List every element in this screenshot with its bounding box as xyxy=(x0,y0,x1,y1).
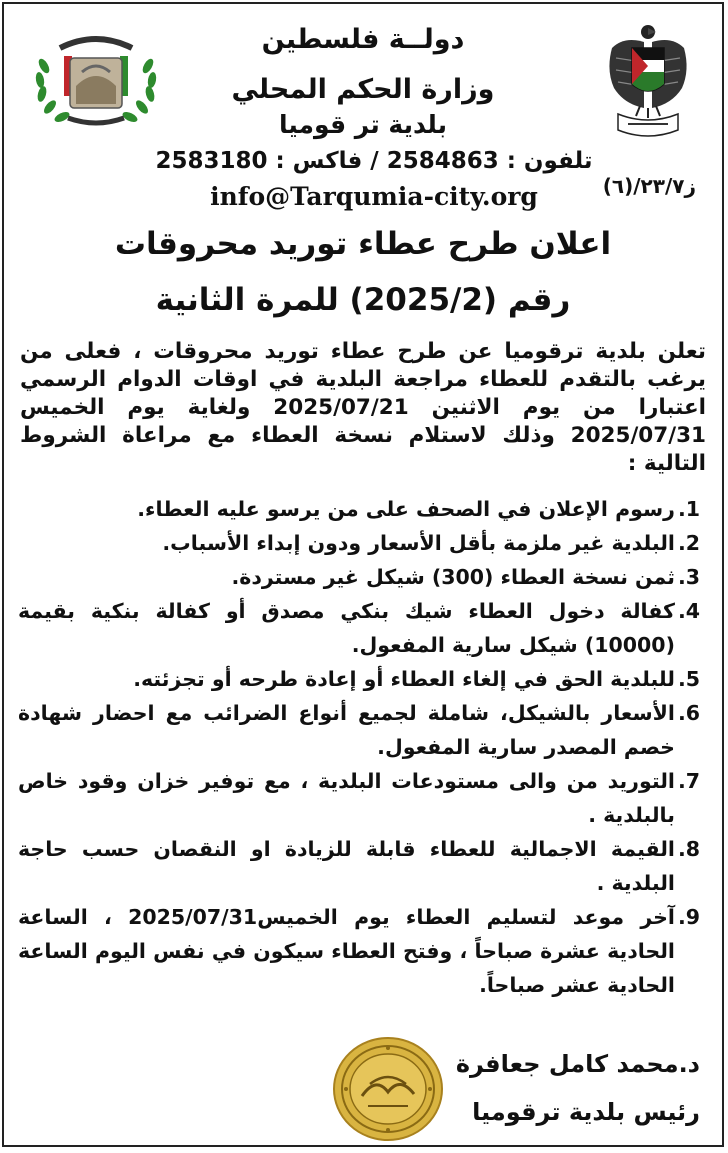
condition-number: 3. xyxy=(677,565,700,589)
condition-number: 9. xyxy=(677,905,700,929)
condition-item xyxy=(18,832,700,900)
municipality-name: بلدية تر قوميا xyxy=(278,110,448,139)
signatory-name: د.محمد كامل جعافرة xyxy=(455,1050,700,1078)
condition-item xyxy=(18,594,700,662)
conditions-list xyxy=(18,492,700,1002)
condition-text: رسوم الإعلان في الصحف على من يرسو عليه العطاء. xyxy=(137,497,675,521)
condition-text: للبلدية الحق في إلغاء العطاء أو إعادة طرحه أو تجزئته. xyxy=(133,667,675,691)
condition-number: 1. xyxy=(677,497,700,521)
condition-number: 5. xyxy=(677,667,700,691)
condition-number: 7. xyxy=(677,769,700,793)
condition-text: آخر موعد لتسليم العطاء يوم الخميس2025/07/31 ، الساعة الحادية عشرة صباحاً ، وفتح العطاء سيكون في نفس اليوم الساعة الحادية عشر صباحاً. xyxy=(18,905,675,997)
phone-fax-line: تلفون : 2584863 / فاكس : 2583180 xyxy=(155,148,593,174)
reference-number: ز٢٣/٧/(٦) xyxy=(602,174,696,198)
ministry-name: وزارة الحكم المحلي xyxy=(231,74,495,105)
state-name: دولــة فلسطين xyxy=(261,24,465,55)
condition-item xyxy=(18,662,700,696)
signatory-title: رئيس بلدية ترقوميا xyxy=(472,1098,700,1126)
condition-item xyxy=(18,764,700,832)
condition-item xyxy=(18,696,700,764)
condition-number: 8. xyxy=(677,837,700,861)
announcement-title: اعلان طرح عطاء توريد محروقات xyxy=(114,226,612,262)
condition-text: القيمة الاجمالية للعطاء قابلة للزيادة او النقصان حسب حاجة البلدية . xyxy=(18,837,675,895)
condition-item xyxy=(18,560,700,594)
condition-text: البلدية غير ملزمة بأقل الأسعار ودون إبداء الأسباب. xyxy=(162,531,675,555)
condition-number: 2. xyxy=(677,531,700,555)
condition-text: ثمن نسخة العطاء (300) شيكل غير مستردة. xyxy=(231,565,675,589)
header xyxy=(4,4,722,224)
condition-text: كفالة دخول العطاء شيك بنكي مصدق أو كفالة بنكية بقيمة (10000) شيكل سارية المفعول. xyxy=(18,599,675,657)
condition-text: الأسعار بالشيكل، شاملة لجميع أنواع الضرائب مع احضار شهادة خصم المصدر سارية المفعول. xyxy=(18,701,675,759)
email-address: info@Tarqumia-city.org xyxy=(210,182,538,211)
condition-item xyxy=(18,492,700,526)
condition-text: التوريد من والى مستودعات البلدية ، مع توفير خزان وقود خاص بالبلدية . xyxy=(18,769,675,827)
condition-item xyxy=(18,900,700,1002)
announcement-subtitle: رقم (2025/2) للمرة الثانية xyxy=(155,282,571,318)
condition-item xyxy=(18,526,700,560)
condition-number: 6. xyxy=(677,701,700,725)
tender-announcement xyxy=(2,2,724,1147)
condition-number: 4. xyxy=(677,599,700,623)
municipality-seal-icon xyxy=(332,1036,444,1142)
intro-paragraph: تعلن بلدية ترقوميا عن طرح عطاء توريد محروقات ، فعلى من يرغب بالتقدم للعطاء مراجعة البلدية في اوقات الدوام الرسمي اعتبارا من يوم الاثنين 2025/07/21 ولغاية يوم الخميس 2025/07/31 وذلك لاستلام نسخة العطاء مع مراعاة الشروط التالية : xyxy=(20,339,706,476)
